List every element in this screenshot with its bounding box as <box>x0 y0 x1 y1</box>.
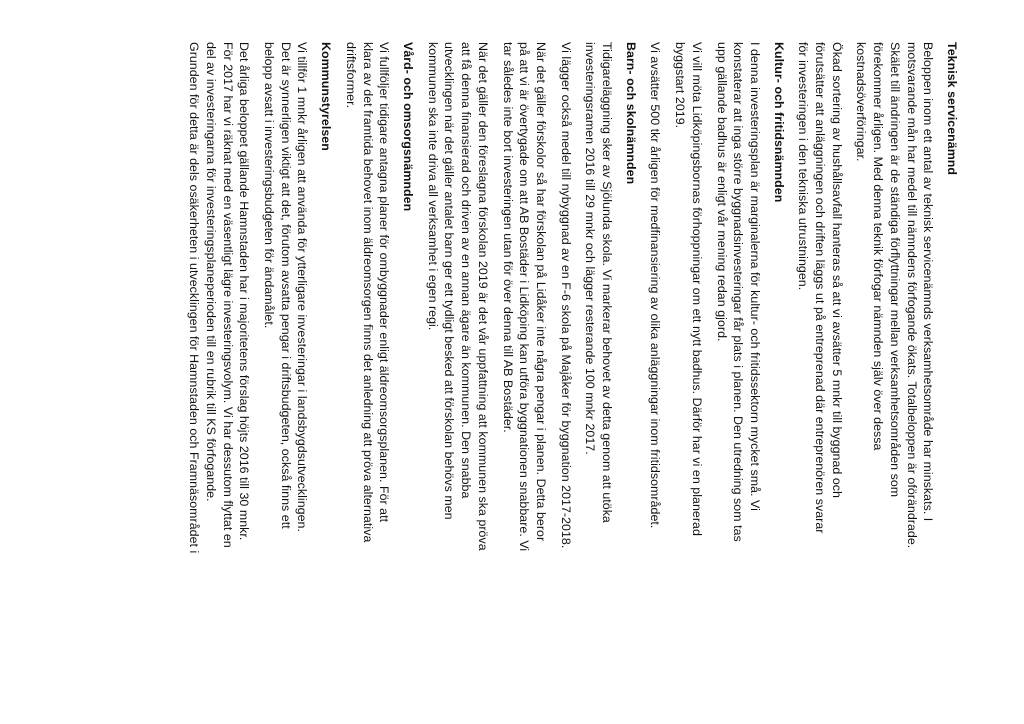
text-line: Ökad sortering av hushållsavfall hanteras så att vi avsätter 5 mnkr till byggnad och <box>829 42 844 498</box>
text-line: Grunden för detta är dels osäkerheten i utvecklingen för Hamnstaden och Framnäsområdet i <box>187 42 202 554</box>
text-line: Det årliga beloppet gällande Hamnstaden har i majoritetens förslag höjts 2016 till 30 mnkr. <box>237 42 252 541</box>
paragraph <box>671 42 704 702</box>
text-line: Vi avsätter 500 tkr årligen för medfinansiering av olika anläggningar inom fritidsområdet. <box>648 42 663 529</box>
paragraph <box>557 42 574 702</box>
paragraph <box>795 42 845 702</box>
paragraph <box>647 42 664 702</box>
text-line: på att vi är övertygade om att AB Bostäder i Lidköping kan utföra byggnationen snabbare. Vi <box>517 42 532 552</box>
text-line: motsvarande mån har medel till nämndens förfogande ökats. Totalbeloppen är oförändrade. <box>904 42 919 549</box>
text-line: När det gäller förskolor så har förskolan på Lidåker inte några pengar i planen. Detta beror <box>533 42 548 542</box>
section-heading: Kultur- och fritidsnämnden <box>771 42 786 203</box>
text-line: kostnadsöverföringar. <box>854 42 869 162</box>
paragraph <box>713 42 763 702</box>
paragraph <box>853 42 937 702</box>
text-line: driftsformer. <box>343 42 358 109</box>
text-line: I denna investeringsplan är marginalerna för kultur- och fritidssektorn mycket små. Vi <box>747 42 762 511</box>
section-heading: Vård- och omsorgsnämnden <box>401 42 416 212</box>
paragraph <box>186 42 253 702</box>
rotated-document <box>60 42 960 702</box>
text-line: tar således inte bort investeringen utan för över denna till AB Bostäder. <box>500 42 515 433</box>
section-kultur-och-fritidsnamnden <box>647 42 787 702</box>
text-line: Vi tillför 1 mnkr årligen att använda för ytterligare investeringar i landsbygdsutvecklingen. <box>295 42 310 532</box>
section-heading: Kommunstyrelsen <box>319 42 334 151</box>
text-line: förekommer årligen. Med denna teknik förfogar nämnden själv över dessa <box>871 42 886 451</box>
text-line: För 2017 har vi räknat med en väsentligt lägre investeringsvolym. Vi har dessutom flyttat en <box>220 42 235 548</box>
section-teknisk-servicenamnd <box>795 42 960 702</box>
text-line: När det gäller den föreslagna förskolan 2019 är det vår uppfattning att kommunen ska pröva <box>475 42 490 551</box>
text-line: Tidigareläggning sker av Sjölunda skola. Vi markerar behovet av detta genom att utöka <box>600 42 615 523</box>
text-line: byggstart 2019. <box>673 42 688 129</box>
text-line: för investeringen i den tekniska utrustningen. <box>796 42 811 291</box>
text-line: Vi fullföljer tidigare antagna planer för ombyggnader enligt äldreomsorgsplanen. För att <box>377 42 392 523</box>
section-kommunstyrelsen <box>186 42 335 702</box>
paragraph <box>342 42 392 702</box>
text-line: upp gällande badhus är enligt vår mening redan gjord. <box>714 42 729 342</box>
text-line: kommunen ska inte driva all verksamhet i egen regi. <box>425 42 440 331</box>
section-heading: Barn- och skolnämnden <box>623 42 638 185</box>
paragraph <box>499 42 549 702</box>
paragraph <box>582 42 615 702</box>
text-line: klara av det framtida behovet inom äldreomsorgen finns det anledning att pröva alternativa <box>360 42 375 543</box>
text-line: del av investeringarna för investeringsplaneperioden till en rubrik till KS förfogande. <box>203 42 218 502</box>
text-line: Skälet till ändringen är de ständiga förflyttningar mellan verksamhetsområden som <box>887 42 902 498</box>
text-line: belopp avsatt i investeringsbudgeten för ändamålet. <box>262 42 277 329</box>
text-line: utvecklingen när det gäller antalet barn ger ett tydligt besked att förskolan behövs men <box>442 42 457 520</box>
paragraph <box>260 42 310 702</box>
section-barn-och-skolnamnden <box>424 42 639 702</box>
text-line: Vi vill möta Lidköpingsbornas förhoppningar om ett nytt badhus. Därför har vi en planerad <box>689 42 704 536</box>
text-line: konstaterar att inga större byggnadsinvesteringar får plats i planen. Den utredning som tas <box>731 42 746 542</box>
section-vard-och-omsorgsnamnden <box>342 42 416 702</box>
text-line: Vi lägger också medel till nybyggnad av en F-6 skola på Majåker för byggnation 2017-2018. <box>558 42 573 549</box>
text-line: att få denna finansierad och driven av en annan ägare än kommunen. Den snabba <box>459 42 474 499</box>
text-line: investeringsramen 2016 till 29 mnkr och lägger resterande 100 mnkr 2017. <box>583 42 598 455</box>
text-line: Beloppen inom ett antal av teknisk servicenämnds verksamhetsområde har minskats. I <box>921 42 936 522</box>
section-heading: Teknisk servicenämnd <box>945 42 959 176</box>
paragraph <box>424 42 491 702</box>
text-line: förutsätter att anläggningen och driften läggs ut på entreprenad där entreprenören svarar <box>813 42 828 534</box>
text-line: Det är synnerligen viktigt att det, förutom avsatta pengar i driftsbudgeten, också finns ett <box>278 42 293 529</box>
